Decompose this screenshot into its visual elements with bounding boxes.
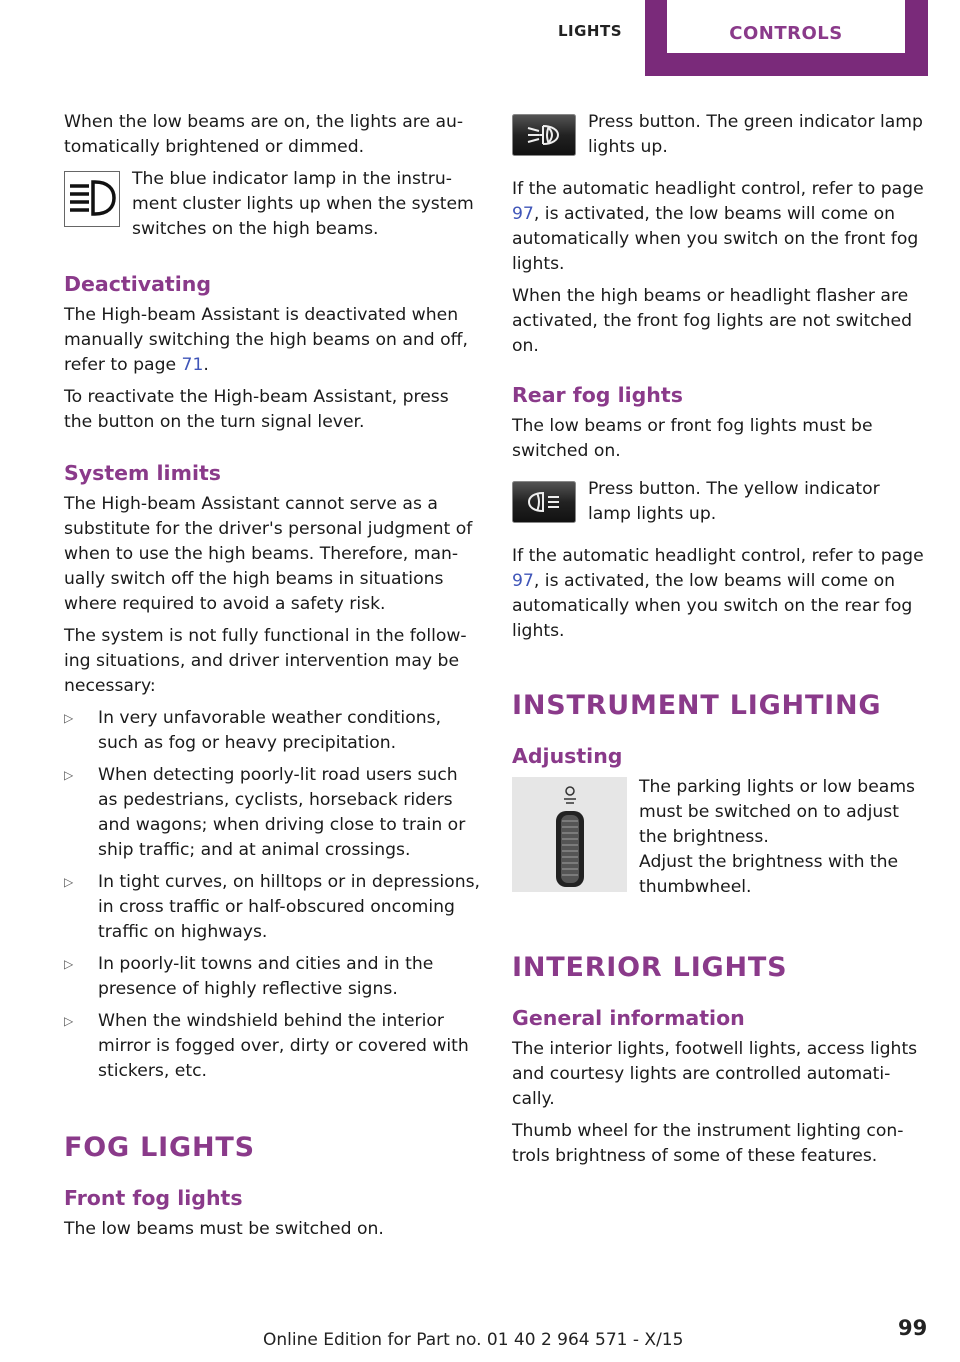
rear-fog-button-icon bbox=[512, 481, 576, 527]
front-fog-paragraph-1: The low beams must be switched on. bbox=[64, 1219, 384, 1239]
rear-fog-lights-heading: Rear fog lights bbox=[512, 383, 683, 407]
fog-lights-heading: FOG LIGHTS bbox=[64, 1132, 255, 1163]
front-fog-lights-heading: Front fog lights bbox=[64, 1186, 243, 1210]
chapter-tab bbox=[645, 0, 928, 76]
triangle-bullet-icon: ▷ bbox=[64, 711, 74, 725]
thumbwheel-row bbox=[512, 775, 928, 900]
interior-paragraph-2: Thumb wheel for the instrument lighting con‐trols brightness of some of these features. bbox=[512, 1121, 904, 1166]
deactivating-text-end: . bbox=[203, 355, 209, 375]
page-link-97[interactable]: 97 bbox=[512, 204, 534, 224]
list-item bbox=[64, 706, 482, 756]
front-fog-paragraph-2 bbox=[512, 177, 928, 277]
reactivate-paragraph: To reactivate the High-beam Assistant, press the button on the turn signal lever. bbox=[64, 387, 449, 432]
system-limits-list bbox=[64, 706, 482, 1084]
intro-paragraph: When the low beams are on, the lights are au‐tomatically brightened or dimmed. bbox=[64, 112, 464, 157]
thumbwheel-text bbox=[639, 775, 928, 900]
system-limits-paragraph-1: The High-beam Assistant cannot serve as a substitute for the driver's personal judgment of when to use the high beams. Therefore, man‐ually switch off the high beams in situations where required to avoid a safety risk. bbox=[64, 494, 473, 614]
interior-paragraph-1: The interior lights, footwell lights, access lights and courtesy lights are controlled automati‐cally. bbox=[512, 1039, 918, 1109]
triangle-bullet-icon: ▷ bbox=[64, 875, 74, 889]
rear-fog-paragraph-2 bbox=[512, 544, 928, 644]
front-fog-button-text: Press button. The green indicator lamp lights up. bbox=[588, 112, 923, 157]
list-item bbox=[64, 870, 482, 945]
list-item bbox=[64, 1009, 482, 1084]
rear-fog-text: If the automatic headlight control, refer to page bbox=[512, 546, 924, 566]
list-item-text: When the windshield behind the interior mirror is fogged over, dirty or covered with stickers, etc. bbox=[98, 1011, 469, 1081]
page-link-71[interactable]: 71 bbox=[181, 355, 204, 375]
thumbwheel-image bbox=[512, 777, 627, 896]
running-header-section: LIGHTS bbox=[557, 22, 623, 40]
instrument-lighting-heading: INSTRUMENT LIGHTING bbox=[512, 690, 882, 721]
high-beam-indicator-row bbox=[64, 167, 482, 242]
list-item-text: When detecting poorly-lit road users such as pedestrians, cyclists, horseback riders and wagons; when driving close to train or ship traffic; and at animal crossings. bbox=[98, 765, 466, 860]
front-fog-text: If the automatic headlight control, refer to page bbox=[512, 179, 924, 199]
list-item bbox=[64, 952, 482, 1002]
high-beam-indicator-icon bbox=[64, 171, 120, 231]
high-beam-indicator-text: The blue indicator lamp in the instru‐ment cluster lights up when the system switches on the high beams. bbox=[132, 169, 474, 239]
system-limits-paragraph-2: The system is not fully functional in the follow‐ing situations, and driver intervention may be necessary: bbox=[64, 626, 467, 696]
right-column bbox=[512, 110, 928, 1176]
front-fog-button-row bbox=[512, 110, 928, 160]
general-information-heading: General information bbox=[512, 1006, 745, 1030]
footer-edition: Online Edition for Part no. 01 40 2 964 571 - X/15 bbox=[263, 1330, 684, 1350]
system-limits-heading: System limits bbox=[64, 461, 221, 485]
rear-fog-paragraph-1: The low beams or front fog lights must be switched on. bbox=[512, 416, 873, 461]
adjusting-heading: Adjusting bbox=[512, 744, 623, 768]
rear-fog-text-end: , is activated, the low beams will come on automatically when you switch on the rear fog lights. bbox=[512, 571, 913, 641]
left-column bbox=[64, 110, 482, 1249]
list-item-text: In very unfavorable weather conditions, such as fog or heavy precipitation. bbox=[98, 708, 442, 753]
list-item bbox=[64, 763, 482, 863]
list-item-text: In tight curves, on hilltops or in depressions, in cross traffic or half-obscured oncoming traffic on highways. bbox=[98, 872, 481, 942]
triangle-bullet-icon: ▷ bbox=[64, 1014, 74, 1028]
deactivating-text: The High-beam Assistant is deactivated when manually switching the high beams on and off, refer to page bbox=[64, 305, 468, 375]
front-fog-button-icon bbox=[512, 114, 576, 160]
page-number: 99 bbox=[898, 1316, 928, 1340]
adjusting-paragraph-1: The parking lights or low beams must be switched on to adjust the brightness. bbox=[639, 777, 916, 847]
deactivating-paragraph bbox=[64, 303, 482, 378]
deactivating-heading: Deactivating bbox=[64, 272, 212, 296]
interior-lights-heading: INTERIOR LIGHTS bbox=[512, 952, 788, 983]
list-item-text: In poorly-lit towns and cities and in the presence of highly reflective signs. bbox=[98, 954, 434, 999]
front-fog-paragraph-3: When the high beams or headlight flasher are activated, the front fog lights are not switched on. bbox=[512, 286, 913, 356]
rear-fog-button-row bbox=[512, 477, 928, 527]
page-link-97-rear[interactable]: 97 bbox=[512, 571, 534, 591]
rear-fog-button-text: Press button. The yellow indicator lamp lights up. bbox=[588, 479, 880, 524]
chapter-tab-label: CONTROLS bbox=[667, 0, 905, 53]
front-fog-text-end: , is activated, the low beams will come on automatically when you switch on the front fog lights. bbox=[512, 204, 919, 274]
triangle-bullet-icon: ▷ bbox=[64, 957, 74, 971]
triangle-bullet-icon: ▷ bbox=[64, 768, 74, 782]
adjusting-paragraph-2: Adjust the brightness with the thumbwheel. bbox=[639, 852, 899, 897]
